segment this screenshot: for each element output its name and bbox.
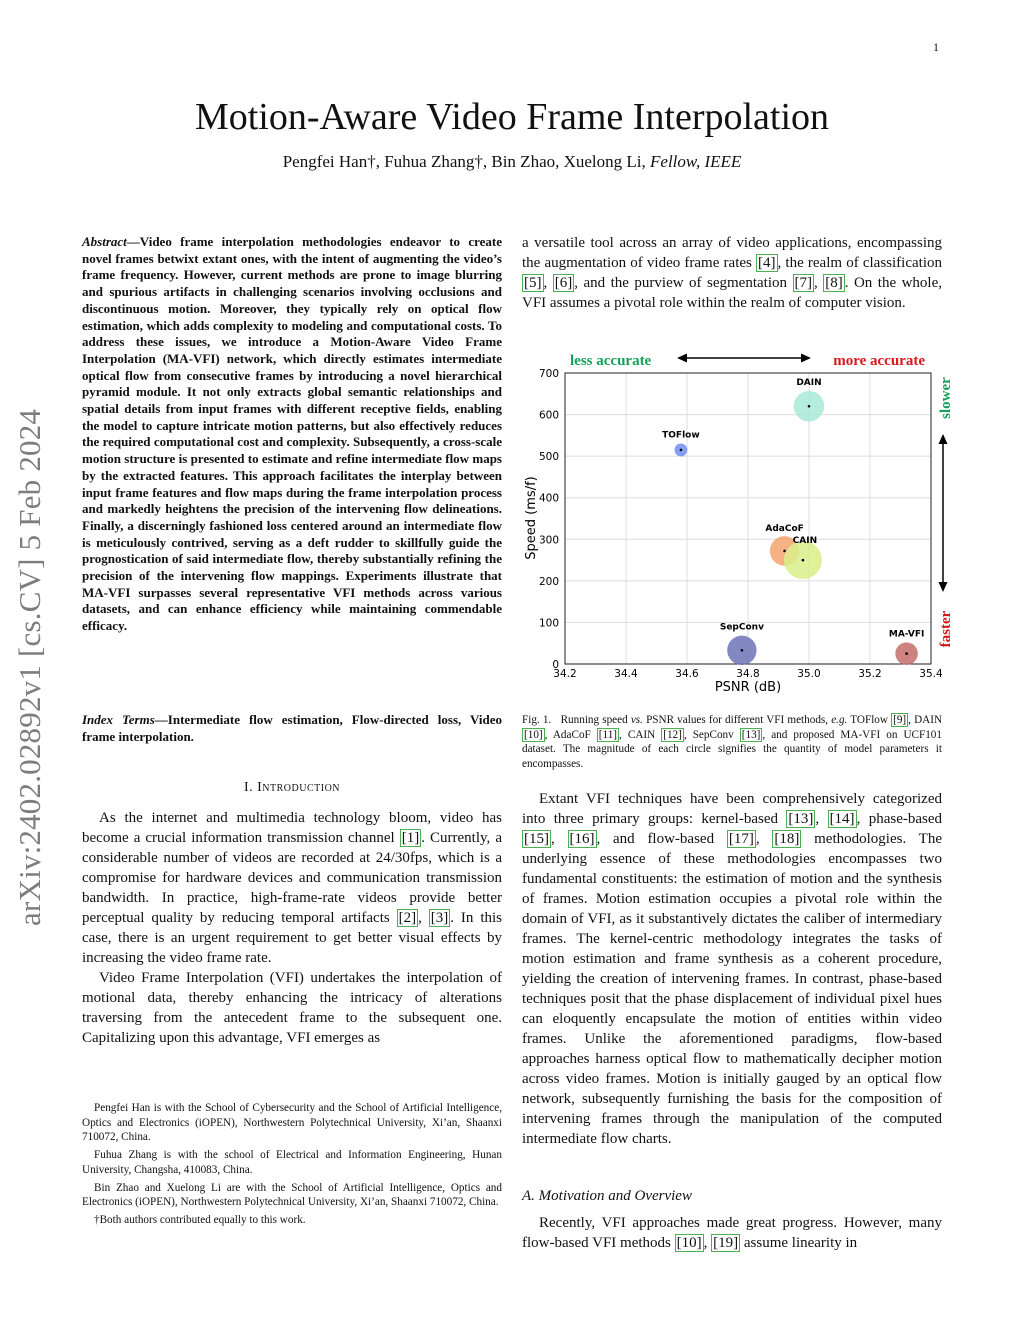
text-run: methodologies. The underlying essence of these methodologies encompasses two fundamental constituents: the estimation of motion and the synthesis of frames. Motion estimation occupies a pivotal role within the domain of VFI, as it substantively dictates the caliber of intermediary frames. The kernel-centric methodology integrates the tasks of motion estimation and frame synthesis as a coherent procedure, yielding the creation of intervening frames. In contrast, phase-based techniques posit that the phase displacement of individual pixel hues can eloquently encapsulate the motion of entities within video frames. Unlike the aforementioned paradigms, flow-based approaches harness optical flow to mathematically decipher motion across video frames. Motion is initially gauged by an optical flow network, subsequently furnishing the basis for the composition of intervening frames through the manipulation of the computed intermediate flow charts.: [522, 831, 942, 1147]
point-center-adacof: [783, 550, 786, 553]
text-run: ,: [815, 811, 828, 827]
footnote: †Both authors contributed equally to this work.: [94, 1213, 306, 1226]
y-tick-label: 0: [552, 659, 559, 671]
citation-link[interactable]: [7]: [794, 275, 812, 291]
y-tick-label: 400: [538, 492, 559, 505]
chart-points: [662, 378, 924, 665]
y-tick-label: 700: [538, 368, 559, 380]
intro-paragraph-1: [82, 808, 502, 968]
text-run: , and proposed MA-VFI on UCF101 dataset. The magnitude of each circle signifies the quantity of model parameters it encompasses.: [522, 728, 942, 771]
point-center-sepconv: [741, 649, 744, 652]
citation-link[interactable]: [13]: [741, 728, 761, 741]
footnote: Fuhua Zhang is with the school of Electrical and Information Engineering, Hunan University, Changsha, 410083, China.: [82, 1149, 502, 1176]
index-terms-label: Index Terms: [82, 712, 155, 727]
text-run: As the internet and multimedia technology bloom, video has become a crucial information transmission channel: [82, 810, 502, 846]
citation-link[interactable]: [14]: [829, 811, 855, 827]
abstract-text: —Video frame interpolation methodologies endeavor to create novel frames betwixt extant ones, with the intent of augmenting the video’s frame frequency. However, current methods are prone to image blurring and spurious artifacts in challenging scenarios involving occlusions and discontinuous motion. Moreover, they typically rely on optical flow estimation, which adds complexity to modeling and computational costs. To address these issues, we introduce a Motion-Aware Video Frame Interpolation (MA-VFI) network, which directly estimates intermediate optical flow from consecutive frames by introducing a novel hierarchical pyramid module. It not only extracts global semantic relationships and spatial details from input frames with different receptive fields, enabling the model to capture intricate motion patterns, but also effectively reduces the required computational cost and complexity. Subsequently, a cross-scale motion structure is presented to estimate and refine intermediate flow maps by the extracted features. This approach facilitates the interplay between input frame features and flow maps during the frame interpolation process and markedly heightens the precision of the intervening flow delineations. Finally, a discerningly fashioned loss centered around an intermediate flow is meticulously contrived, serving as a deft rudder to skillfully guide the prognostication of said intermediate flow, thereby substantially refining the precision of the intervening flow mappings. Experiments illustrate that MA-VFI surpasses several representative VFI methods across various datasets, and can enhance efficiency while maintaining commendable efficacy.: [82, 234, 502, 634]
abstract-label: Abstract: [82, 234, 127, 249]
y-tick-label: 300: [538, 534, 559, 547]
point-label-adacof: AdaCoF: [765, 524, 804, 535]
x-axis-label: PSNR (dB): [714, 680, 782, 695]
y-tick-label: 600: [538, 409, 559, 422]
speed-psnr-chart: [520, 348, 960, 698]
footnote: Pengfei Han is with the School of Cybersecurity and the School of Artificial Intelligence, Optics and Electronics (iOPEN), Northwestern Polytechnical University, Xi’an, Shaanxi 710072, China.: [82, 1102, 502, 1144]
text-run: , and flow-based: [596, 831, 727, 847]
subsection-heading: A. Motivation and Overview: [522, 1188, 692, 1204]
x-tick-label: 34.2: [553, 668, 577, 680]
x-tick-label: 35.4: [919, 668, 943, 680]
x-tick-label: 35.2: [858, 668, 882, 680]
introduction-text: [82, 808, 502, 1048]
y-tick-label: 200: [538, 575, 559, 588]
text-run: ,: [755, 831, 773, 847]
x-tick-label: 34.8: [736, 668, 760, 680]
text-run: a versatile tool across an array of video applications, encompassing the augmentation of video frame rates: [522, 235, 942, 271]
point-center-dain: [808, 405, 811, 408]
text-run: e.g.: [831, 714, 848, 726]
point-label-cain: CAIN: [792, 536, 818, 547]
paragraph: [522, 1213, 942, 1253]
author-affiliation: Fellow, IEEE: [650, 152, 742, 171]
chart-grid: [565, 373, 931, 664]
faster-label: faster: [938, 610, 954, 648]
citation-link[interactable]: [16]: [569, 831, 595, 847]
author-names: Pengfei Han†, Fuhua Zhang†, Bin Zhao, Xuelong Li,: [282, 152, 646, 171]
right-column-middle: [522, 789, 942, 1149]
page-number: 1: [933, 40, 939, 54]
text-run: ,: [551, 831, 568, 847]
text-run: , phase-based: [856, 811, 943, 827]
vertical-double-arrow: [939, 434, 948, 592]
paper-title: Motion-Aware Video Frame Interpolation: [194, 96, 830, 138]
citation-link[interactable]: [4]: [758, 255, 776, 271]
text-run: ,: [703, 1235, 712, 1251]
index-terms-text: —Intermediate flow estimation, Flow-directed loss, Video frame interpolation.: [82, 712, 503, 744]
footnotes: [82, 1101, 502, 1231]
y-axis-label: Speed (ms/f): [524, 476, 539, 560]
section-heading: [82, 780, 502, 796]
citation-link[interactable]: [3]: [430, 910, 449, 926]
citation-link[interactable]: [2]: [398, 910, 417, 926]
text-run: TOFlow: [847, 714, 892, 726]
text-run: , the realm of classification: [777, 255, 942, 271]
citation-link[interactable]: [17]: [728, 831, 754, 847]
text-run: Extant VFI techniques have been comprehensively categorized into three primary groups: kernel-based: [522, 791, 942, 827]
text-run: , SepConv: [683, 728, 740, 741]
citation-link[interactable]: [18]: [774, 831, 800, 847]
y-tick-label: 500: [538, 451, 559, 464]
text-run: ,: [814, 275, 824, 291]
x-tick-label: 34.4: [614, 668, 638, 680]
point-center-ma-vfi: [905, 652, 908, 655]
citation-link[interactable]: [1]: [401, 830, 420, 846]
text-run: Recently, VFI approaches made great progress. However, many flow-based VFI methods: [522, 1215, 942, 1251]
citation-link[interactable]: [6]: [554, 275, 573, 291]
citation-link[interactable]: [5]: [524, 275, 542, 291]
intro-paragraph-2: Video Frame Interpolation (VFI) undertakes the interpolation of motional data, thereby enhancing the intricacy of alterations traversing from the antecedent frame to the subsequent one. Capitalizing upon this advantage, VFI emerges as: [82, 970, 502, 1046]
citation-link[interactable]: [10]: [524, 728, 543, 741]
text-run: Fig. 1.: [522, 714, 552, 726]
section-numeral: I.: [243, 780, 254, 795]
citation-link[interactable]: [11]: [598, 728, 618, 741]
citation-link[interactable]: [8]: [825, 275, 843, 291]
text-run: PSNR values for different VFI methods,: [642, 714, 832, 726]
abstract: [82, 234, 502, 635]
citation-link[interactable]: [15]: [524, 831, 549, 847]
text-run: . Currently, a considerable number of videos are recorded at 24/30fps, which is a compromise for hardware devices and communication transmission bandwidth. In practice, high-frame-rate videos provide better perceptual quality by reducing temporal artifacts: [82, 830, 502, 926]
text-run: , and the purview of segmentation: [574, 275, 793, 291]
citation-link[interactable]: [9]: [893, 714, 907, 726]
figure-caption: [522, 713, 942, 772]
text-run: . In this case, there is an urgent requirement to get better visual effects by increasing the video frame rate.: [82, 910, 503, 966]
footnote: Bin Zhao and Xuelong Li are with the School of Artificial Intelligence, Optics and Electronics (iOPEN), Northwestern Polytechnical University, Xi’an, Shaanxi 710072, China.: [82, 1181, 502, 1209]
point-label-ma-vfi: MA-VFI: [888, 629, 925, 640]
citation-link[interactable]: [19]: [713, 1235, 739, 1251]
text-run: ,: [418, 910, 429, 926]
text-run: , CAIN: [619, 728, 662, 741]
y-tick-label: 100: [538, 617, 559, 630]
paragraph: [522, 789, 942, 1149]
citation-link[interactable]: [13]: [788, 811, 814, 827]
less-accurate-label: less accurate: [570, 353, 652, 369]
point-center-toflow: [680, 449, 683, 452]
right-column-top: [522, 233, 942, 313]
point-label-sepconv: SepConv: [719, 622, 764, 633]
point-label-toflow: TOFlow: [662, 430, 700, 441]
section-title: Introduction: [257, 780, 341, 795]
text-run: , DAIN: [908, 714, 943, 726]
horizontal-double-arrow: [677, 354, 811, 363]
point-center-cain: [802, 559, 805, 562]
text-run: Running speed: [560, 714, 631, 726]
text-run: vs.: [630, 714, 643, 726]
text-run: . On the whole, VFI assumes a pivotal role within the realm of computer vision.: [522, 275, 942, 311]
author-line: [0, 152, 1024, 172]
index-terms: [82, 712, 502, 745]
text-run: ,: [543, 275, 553, 291]
x-tick-label: 34.6: [675, 668, 699, 680]
arxiv-stamp: arXiv:2402.02892v1 [cs.CV] 5 Feb 2024: [12, 408, 47, 926]
text-run: assume linearity in: [740, 1235, 858, 1251]
text-run: , AdaCoF: [544, 728, 597, 741]
slower-label: slower: [938, 377, 954, 419]
x-tick-label: 35.0: [797, 668, 821, 680]
right-column-bottom: [522, 1213, 942, 1253]
citation-link[interactable]: [12]: [663, 728, 682, 741]
point-label-dain: DAIN: [796, 377, 822, 388]
citation-link[interactable]: [10]: [676, 1235, 702, 1251]
more-accurate-label: more accurate: [833, 353, 925, 369]
paragraph: [522, 233, 942, 313]
